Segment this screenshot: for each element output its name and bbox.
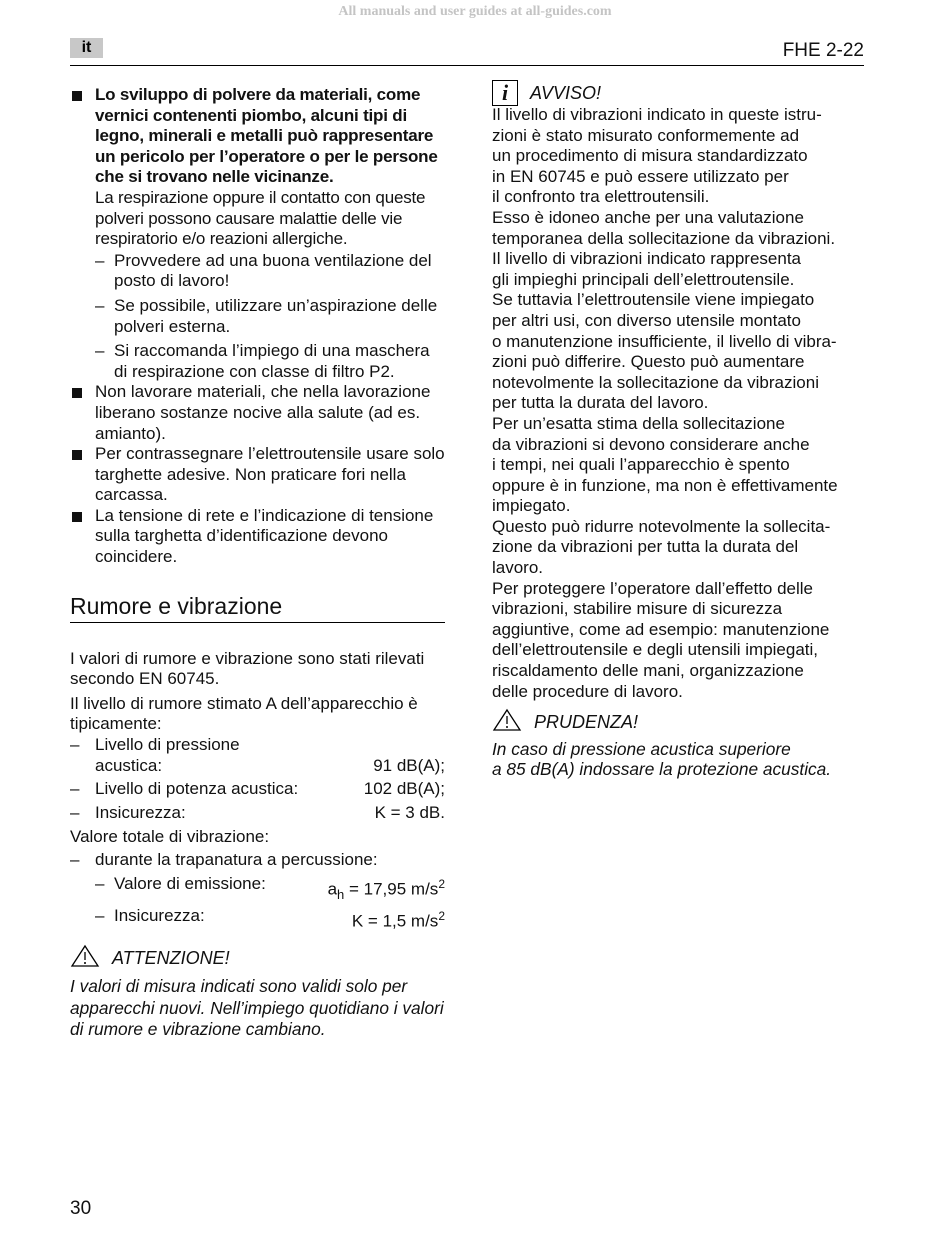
watermark: All manuals and user guides at all-guides.com [338, 4, 612, 19]
attention-title: ATTENZIONE! [70, 944, 445, 973]
vibration-emission: – Valore di emissione: $a_h = 17,95$ $m/s^2$ [95, 873, 445, 902]
section-heading: Rumore e vibrazione [70, 592, 445, 623]
notice-title: i AVVISO! [492, 80, 867, 106]
dash-item: – Provvedere ad una buona ventilazione del posto di lavoro! [95, 250, 432, 291]
noise-uncertainty: – Insicurezza: K = 3 dB. [70, 802, 445, 822]
vibration-emission-value: = 17,95 m/s [349, 879, 439, 899]
vibration-uncertainty: – Insicurezza: K = 1,5 $m/s^2$ [95, 906, 445, 931]
warning-triangle-icon [70, 944, 100, 973]
intro-text: I valori di rumore e vibrazione sono stati rilevati secondo EN 60745. [70, 648, 425, 689]
language-badge: it [70, 38, 103, 58]
model-name: FHE 2-22 [782, 40, 864, 61]
bullet-dust [70, 85, 445, 382]
notice-text: Il livello di vibrazioni indicato in queste istru- zioni è stato misurato conformemente ad un procedimento di misura standardizzato in EN 60745 e può essere utilizzato per il confronto tra elettroutensili. Esso è idoneo anche per una valutazione temporanea della sollecitazione da vibrazioni. Il livello di vibrazioni indicato rappresenta gli impieghi principali dell’elettroutensile. Se tuttavia l’elettroutensile viene impiegato per altri usi, con diverso utensile montato o manutenzione insufficiente, il livello di vibra- zioni può differire. Questo può aumentare notevolmente la sollecitazione da vibrazioni per tutta la durata del lavoro. Per un’esatta stima della sollecitazione da vibrazioni si devono considerare anche i tempi, nei quali l’apparecchio è spento oppure è in funzione, ma non è effettivamente impiegato. Questo può ridurre notevolmente la sollecita- zione da vibrazioni per tutta la durata del lavoro. Per proteggere l’operatore dall’effetto delle vibrazioni, stabilire misure di sicurezza aggiuntive, come ad esempio: manutenzione dell’elettroutensile e degli utensili impiegati, riscaldamento delle mani, organizzazione delle procedure di lavoro. [492, 105, 838, 701]
noise-pressure: – Livello di pressione acustica: 91 dB(A); [70, 735, 445, 775]
dash-item: – Se possibile, utilizzare un’aspirazione delle polveri esterna. [95, 295, 438, 336]
right-column [492, 80, 867, 780]
bullet-voltage: La tensione di rete e l’indicazione di tensione sulla targhetta d’identificazione devono coincidere. [70, 506, 445, 568]
vibration-uncertainty-value: K = 1,5 m/s [351, 911, 439, 931]
noise-power-value: 102 dB(A); [363, 779, 445, 799]
caution-title: PRUDENZA! [492, 708, 867, 737]
info-icon: i [492, 80, 518, 106]
page-number: 30 [70, 1198, 92, 1219]
bullet-dust-bold: Lo sviluppo di polvere da materiali, come vernici contenenti piombo, alcuni tipi di legno, minerali e metalli può rappresentare un pericolo per l’operatore o per le persone che si trovano nelle vicinanze. [95, 85, 438, 187]
noise-uncertainty-value: K = 3 dB. [374, 802, 445, 822]
header-rule [70, 65, 864, 66]
left-column [70, 85, 445, 1041]
caution-text: In caso di pressione acustica superiore a 85 dB(A) indossare la protezione acustica. [492, 738, 832, 780]
bullet-dust-text: La respirazione oppure il contatto con queste polveri possono causare malattie delle vie respiratorio e/o reazioni allergiche. [95, 187, 426, 249]
bullet-square-icon [72, 450, 82, 460]
bullet-materials: Non lavorare materiali, che nella lavorazione liberano sostanze nocive alla salute (ad es. amianto). [70, 382, 445, 444]
bullet-square-icon [72, 512, 82, 522]
warning-triangle-icon [492, 708, 522, 737]
bullet-square-icon [72, 91, 82, 101]
attention-text: I valori di misura indicati sono validi solo per apparecchi nuovi. Nell’impiego quotidiano i valori di rumore e vibrazione cambiano. [70, 976, 444, 1040]
vibration-mode: – durante la trapanatura a percussione: [70, 850, 378, 869]
intro-text-2: Il livello di rumore stimato A dell’apparecchio è tipicamente: [70, 693, 418, 734]
bullet-square-icon [72, 388, 82, 398]
bullet-labels: Per contrassegnare l’elettroutensile usare solo targhette adesive. Non praticare fori nella carcassa. [70, 444, 445, 506]
vibration-total: Valore totale di vibrazione: [70, 827, 270, 847]
noise-power: – Livello di potenza acustica: 102 dB(A); [70, 779, 445, 799]
dash-item: – Si raccomanda l’impiego di una maschera di respirazione con classe di filtro P2. [95, 341, 430, 381]
noise-pressure-value: 91 dB(A); [373, 755, 445, 775]
